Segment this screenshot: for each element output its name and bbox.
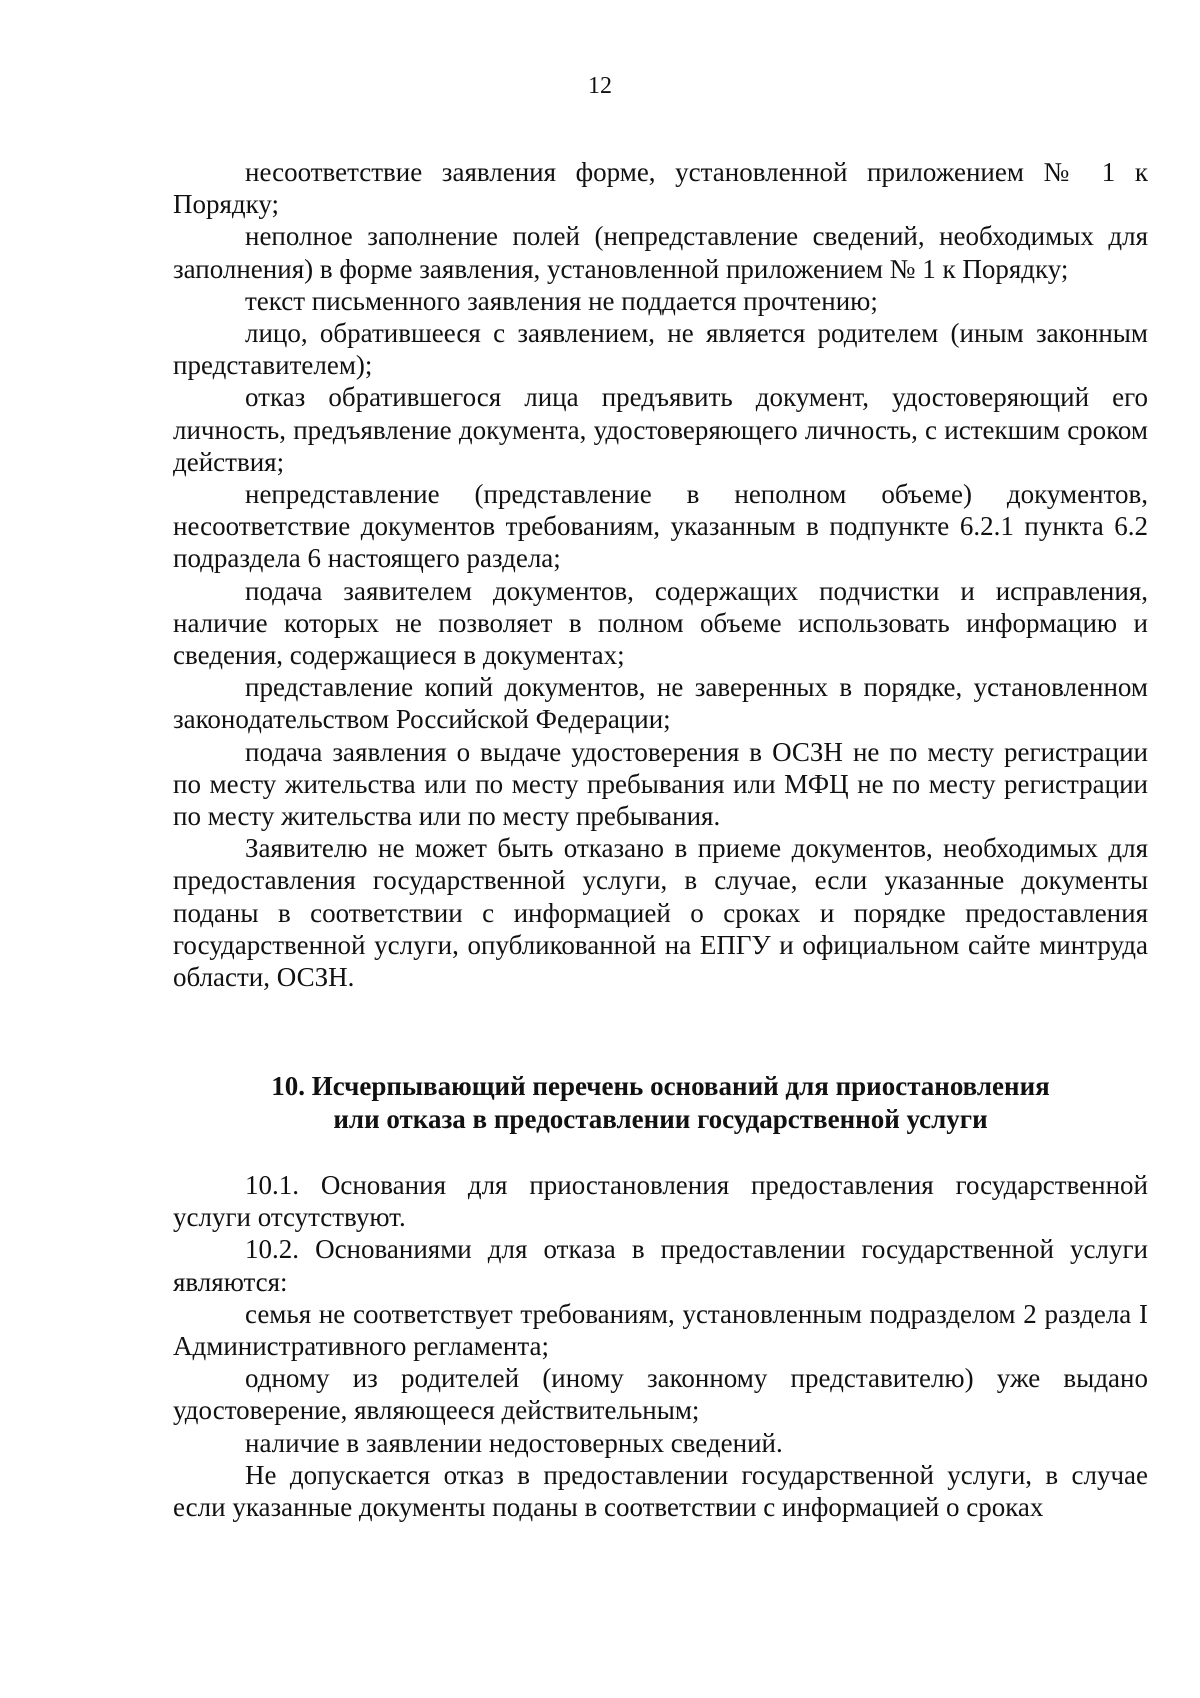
- section-10-body: [173, 1169, 1155, 1523]
- paragraph: одному из родителей (иному законному представителю) уже выдано удостоверение, являющееся действительным;: [173, 1363, 1155, 1426]
- paragraph: наличие в заявлении недостоверных сведений.: [245, 1427, 783, 1458]
- paragraph: непредставление (представление в неполном объеме) документов, несоответствие документов требованиям, указанным в подпункте 6.2.1 пункта 6.2 подраздела 6 настоящего раздела;: [173, 479, 1155, 574]
- paragraph: текст письменного заявления не поддается прочтению;: [245, 285, 878, 316]
- paragraph: семья не соответствует требованиям, установленным подразделом 2 раздела I Административного регламента;: [173, 1298, 1155, 1362]
- paragraph: подача заявления о выдаче удостоверения в ОСЗН не по месту регистрации по месту жительства или по месту пребывания или МФЦ не по месту регистрации по месту жительства или по месту пребывания.: [173, 736, 1155, 832]
- paragraph: 10.1. Основания для приостановления предоставления государственной услуги отсутствуют.: [173, 1170, 1155, 1233]
- paragraph: несоответствие заявления форме, установленной приложением № 1 к Порядку;: [173, 157, 1155, 220]
- paragraph: лицо, обратившееся с заявлением, не является родителем (иным законным представителем);: [173, 318, 1155, 381]
- paragraph: 10.2. Основаниями для отказа в предоставлении государственной услуги являются:: [173, 1234, 1155, 1297]
- paragraph: отказ обратившегося лица предъявить документ, удостоверяющий его личность, предъявление документа, удостоверяющего личность, с истекшим сроком действия;: [173, 382, 1155, 477]
- paragraph: Заявителю не может быть отказано в приеме документов, необходимых для предоставления государственной услуги, в случае, если указанные документы поданы в соответствии с информацией о сроках и порядке предоставления государственной услуги, опубликованной на ЕПГУ и официальном сайте минтруда области, ОСЗН.: [173, 833, 1155, 993]
- section-heading: 10. Исчерпывающий перечень оснований для приостановления или отказа в предоставлении государственной услуги: [271, 1071, 1050, 1134]
- page-number: 12: [588, 73, 612, 99]
- grounds-for-refusal-list: [173, 156, 1155, 993]
- paragraph: представление копий документов, не заверенных в порядке, установленном законодательством Российской Федерации;: [173, 672, 1155, 735]
- paragraph: неполное заполнение полей (непредставление сведений, необходимых для заполнения) в форме заявления, установленной приложением № 1 к Порядку;: [173, 221, 1155, 284]
- paragraph: подача заявителем документов, содержащих подчистки и исправления, наличие которых не позволяет в полном объеме использовать информацию и сведения, содержащиеся в документах;: [173, 575, 1155, 671]
- paragraph: Не допускается отказ в предоставлении государственной услуги, в случае если указанные документы поданы в соответствии с информацией о сроках: [173, 1459, 1155, 1523]
